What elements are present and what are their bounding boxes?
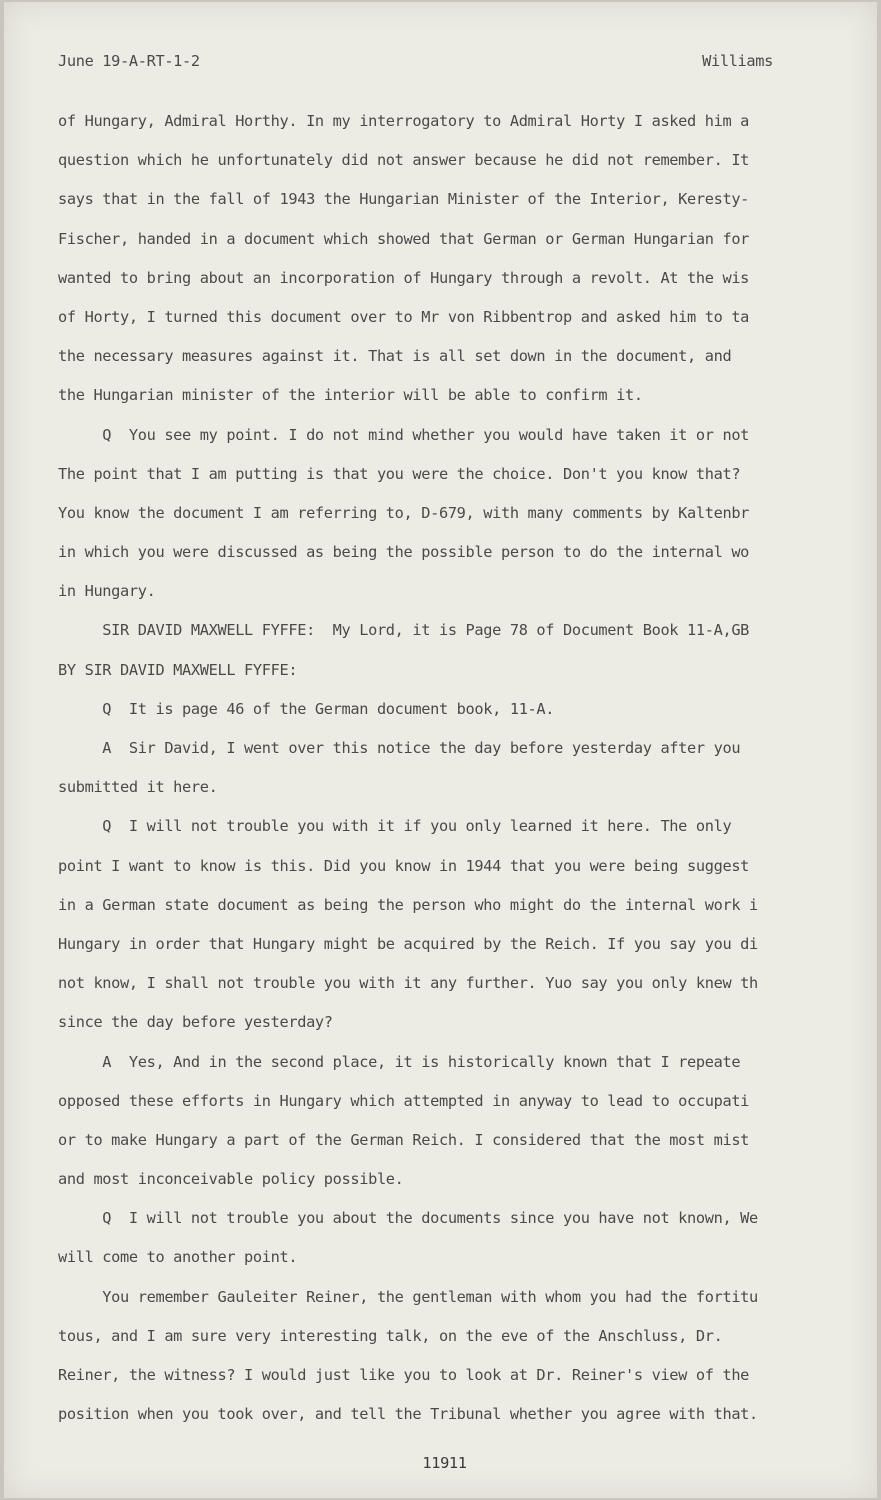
transcript-line: opposed these efforts in Hungary which attempted in anyway to lead to occupati: [58, 1091, 750, 1110]
page-number: 11911: [422, 1454, 467, 1472]
transcript-line: question which he unfortunately did not answer because he did not remember. It: [58, 151, 750, 170]
transcript-line: not know, I shall not trouble you with it any further. Yuo say you only knew th: [58, 974, 758, 993]
header-name: Williams: [702, 52, 773, 70]
transcript-line: the necessary measures against it. That is all set down in the document, and: [58, 347, 732, 366]
transcript-line: SIR DAVID MAXWELL FYFFE: My Lord, it is Page 78 of Document Book 11-A,GB: [58, 621, 750, 640]
transcript-line: Q I will not trouble you with it if you only learned it here. The only: [58, 817, 732, 836]
transcript-line: submitted it here.: [58, 778, 218, 797]
transcript-line: tous, and I am sure very interesting talk, on the eve of the Anschluss, Dr.: [58, 1326, 723, 1345]
transcript-line: in Hungary.: [58, 582, 156, 601]
document-page: [4, 2, 877, 1498]
transcript-line: of Horty, I turned this document over to Mr von Ribbentrop and asked him to ta: [58, 307, 750, 326]
transcript-line: BY SIR DAVID MAXWELL FYFFE:: [58, 660, 298, 679]
transcript-line: of Hungary, Admiral Horthy. In my interrogatory to Admiral Horty I asked him a: [58, 112, 750, 130]
transcript-body: [58, 110, 858, 1442]
transcript-line: will come to another point.: [58, 1248, 298, 1267]
transcript-line: Q It is page 46 of the German document book, 11-A.: [58, 699, 555, 718]
transcript-line: The point that I am putting is that you were the choice. Don't you know that?: [58, 464, 741, 483]
transcript-line: and most inconceivable policy possible.: [58, 1170, 404, 1189]
transcript-line: Hungary in order that Hungary might be acquired by the Reich. If you say you di: [58, 934, 758, 953]
transcript-line: the Hungarian minister of the interior will be able to confirm it.: [58, 386, 643, 405]
transcript-line: You remember Gauleiter Reiner, the gentleman with whom you had the fortitu: [58, 1287, 758, 1306]
transcript-line: A Sir David, I went over this notice the day before yesterday after you: [58, 739, 741, 757]
transcript-line: or to make Hungary a part of the German Reich. I considered that the most mist: [58, 1130, 750, 1149]
transcript-line: Q You see my point. I do not mind whether you would have taken it or not: [58, 425, 750, 444]
transcript-line: Fischer, handed in a document which showed that German or German Hungarian for: [58, 229, 750, 248]
transcript-line: wanted to bring about an incorporation of Hungary through a revolt. At the wis: [58, 268, 750, 287]
transcript-line: since the day before yesterday?: [58, 1013, 333, 1032]
page-header: [58, 52, 773, 74]
transcript-line: position when you took over, and tell the Tribunal whether you agree with that.: [58, 1405, 758, 1424]
transcript-line: Reiner, the witness? I would just like you to look at Dr. Reiner's view of the: [58, 1366, 750, 1384]
transcript-line: says that in the fall of 1943 the Hungarian Minister of the Interior, Keresty-: [58, 190, 750, 209]
transcript-line: Q I will not trouble you about the documents since you have not known, We: [58, 1209, 758, 1228]
transcript-line: in a German state document as being the person who might do the internal work i: [58, 895, 758, 914]
transcript-line: in which you were discussed as being the possible person to do the internal wo: [58, 543, 750, 562]
transcript-line: You know the document I am referring to, D-679, with many comments by Kaltenbr: [58, 503, 750, 522]
transcript-line: point I want to know is this. Did you know in 1944 that you were being suggest: [58, 856, 750, 875]
transcript-line: A Yes, And in the second place, it is historically known that I repeate: [58, 1052, 741, 1071]
header-reference: June 19-A-RT-1-2: [58, 52, 200, 70]
